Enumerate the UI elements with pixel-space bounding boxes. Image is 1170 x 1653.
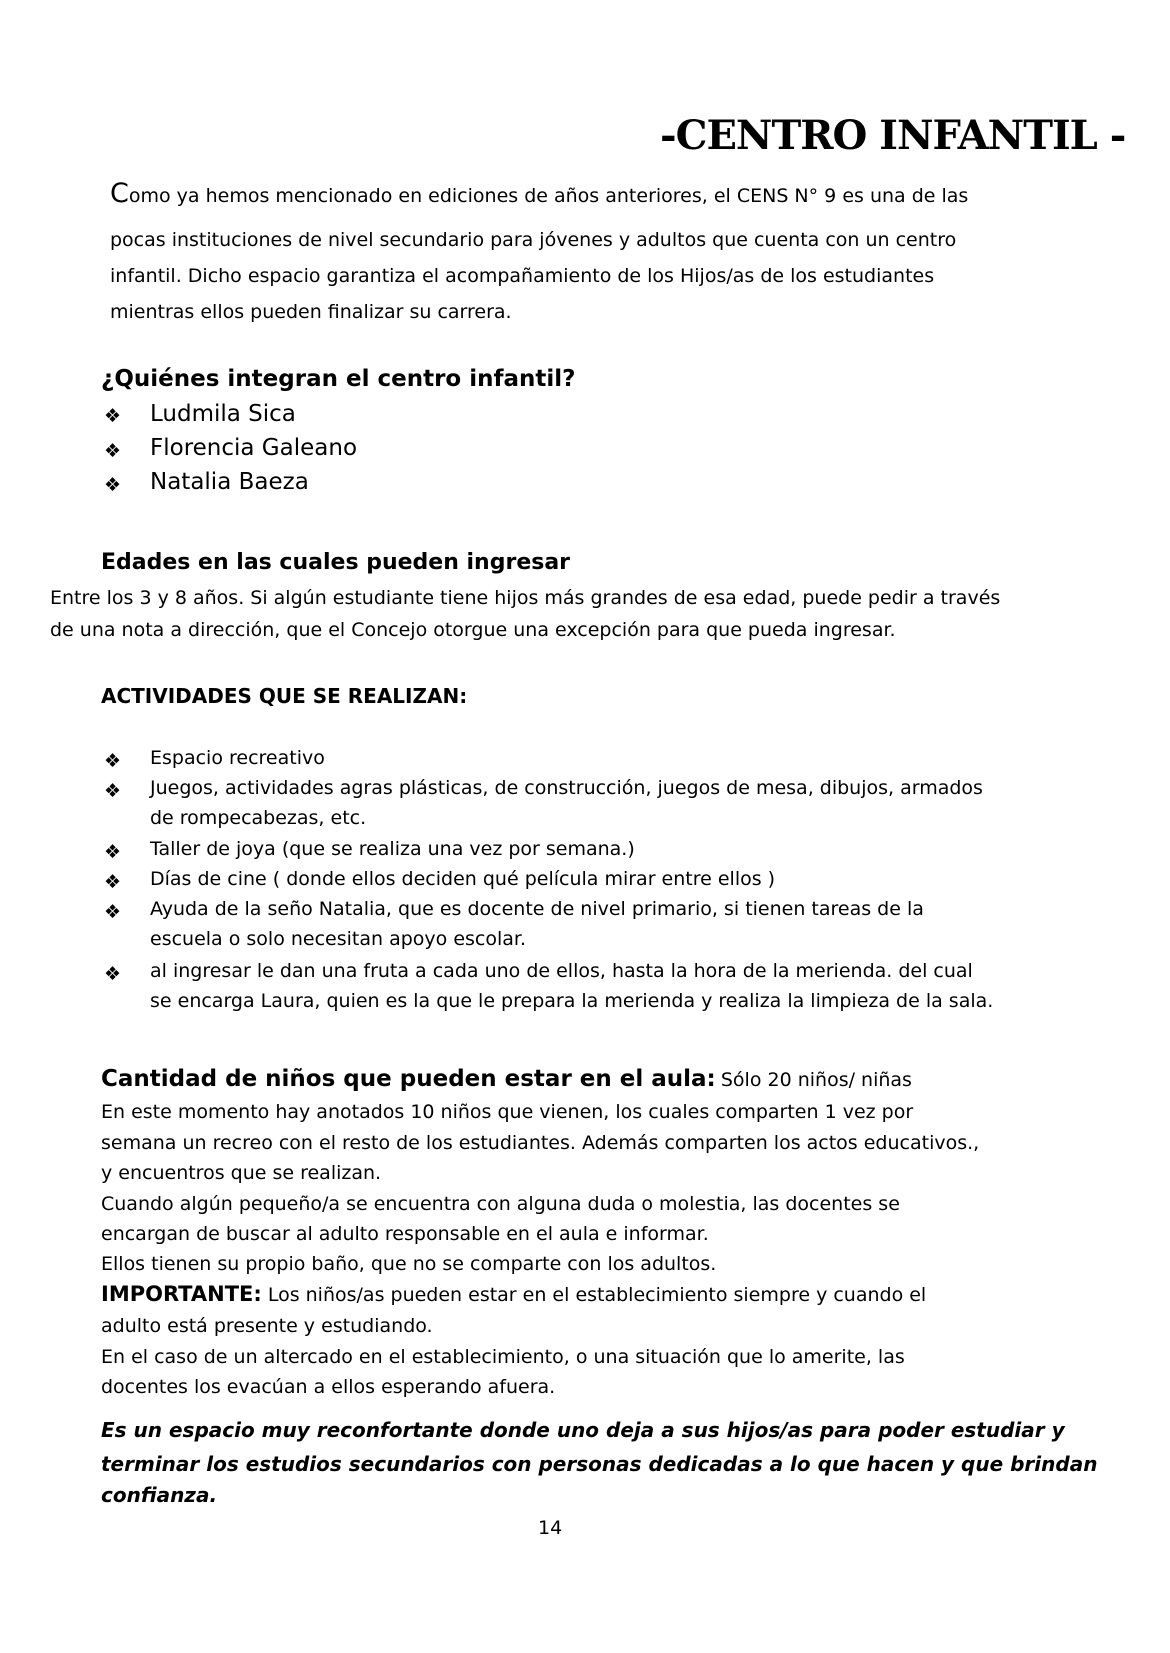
capacity-text: adulto está presente y estudiando. [101,1315,433,1337]
important-line [101,1282,926,1307]
diamond-bullet-icon: ❖ [104,780,122,802]
diamond-bullet-icon: ❖ [104,405,122,427]
diamond-bullet-icon: ❖ [104,474,122,496]
important-text: Los niños/as pueden estar en el establecimiento siempre y cuando el [261,1284,927,1306]
activity-item-continued: de rompecabezas, etc. [150,807,367,829]
member-item: Ludmila Sica [150,401,296,427]
capacity-text: encargan de buscar al adulto responsable en el aula e informar. [101,1223,709,1245]
capacity-text: semana un recreo con el resto de los estudiantes. Además comparten los actos educativos., [101,1132,980,1154]
intro-first-line [110,178,968,209]
diamond-bullet-icon: ❖ [104,841,122,863]
activity-item-continued: se encarga Laura, quien es la que le prepara la merienda y realiza la limpieza de la sala. [150,990,994,1012]
closing-line: terminar los estudios secundarios con personas dedicadas a lo que hacen y que brindan [101,1452,1098,1476]
ages-line: de una nota a dirección, que el Concejo otorgue una excepción para que pueda ingresar. [50,619,896,641]
member-item: Natalia Baeza [150,469,309,495]
ages-heading: Edades en las cuales pueden ingresar [101,550,571,575]
intro-line: infantil. Dicho espacio garantiza el acompañamiento de los Hijos/as de los estudiantes [110,265,935,287]
members-heading: ¿Quiénes integran el centro infantil? [101,366,576,392]
capacity-heading: Cantidad de niños que pueden estar en el aula: [101,1066,716,1092]
drop-cap: C [110,178,129,209]
activity-item: al ingresar le dan una fruta a cada uno de ellos, hasta la hora de la merienda. del cual [150,960,973,982]
capacity-line [101,1066,912,1092]
diamond-bullet-icon: ❖ [104,963,122,985]
page-number: 14 [538,1517,563,1539]
diamond-bullet-icon: ❖ [104,901,122,923]
important-label: IMPORTANTE: [101,1282,262,1306]
capacity-text: y encuentros que se realizan. [101,1162,382,1184]
activity-item-continued: escuela o solo necesitan apoyo escolar. [150,928,527,950]
activity-item: Taller de joya (que se realiza una vez por semana.) [150,838,635,860]
activity-item: Días de cine ( donde ellos deciden qué película mirar entre ellos ) [150,868,776,890]
page-title: -CENTRO INFANTIL - [660,112,1126,159]
activity-item: Ayuda de la seño Natalia, que es docente de nivel primario, si tienen tareas de la [150,898,924,920]
diamond-bullet-icon: ❖ [104,871,122,893]
activity-item: Espacio recreativo [150,747,325,769]
closing-line: Es un espacio muy reconfortante donde uno deja a sus hijos/as para poder estudiar y [101,1418,1065,1442]
intro-line: omo ya hemos mencionado en ediciones de años anteriores, el CENS N° 9 es una de las [128,185,969,207]
capacity-text: Ellos tienen su propio baño, que no se comparte con los adultos. [101,1253,717,1275]
capacity-text: En el caso de un altercado en el establecimiento, o una situación que lo amerite, las [101,1346,905,1368]
intro-line: pocas instituciones de nivel secundario para jóvenes y adultos que cuenta con un centro [110,229,957,251]
activities-heading: ACTIVIDADES QUE SE REALIZAN: [101,684,468,708]
member-item: Florencia Galeano [150,435,358,461]
diamond-bullet-icon: ❖ [104,440,122,462]
capacity-text: Cuando algún pequeño/a se encuentra con alguna duda o molestia, las docentes se [101,1193,900,1215]
closing-line: confianza. [101,1483,218,1507]
intro-line: mientras ellos pueden finalizar su carrera. [110,301,512,323]
activity-item: Juegos, actividades agras plásticas, de construcción, juegos de mesa, dibujos, armados [150,777,983,799]
capacity-value: Sólo 20 niños/ niñas [720,1069,912,1091]
diamond-bullet-icon: ❖ [104,750,122,772]
capacity-text: En este momento hay anotados 10 niños que vienen, los cuales comparten 1 vez por [101,1101,914,1123]
capacity-text: docentes los evacúan a ellos esperando afuera. [101,1376,556,1398]
ages-line: Entre los 3 y 8 años. Si algún estudiante tiene hijos más grandes de esa edad, puede pedir a través [50,587,1001,609]
